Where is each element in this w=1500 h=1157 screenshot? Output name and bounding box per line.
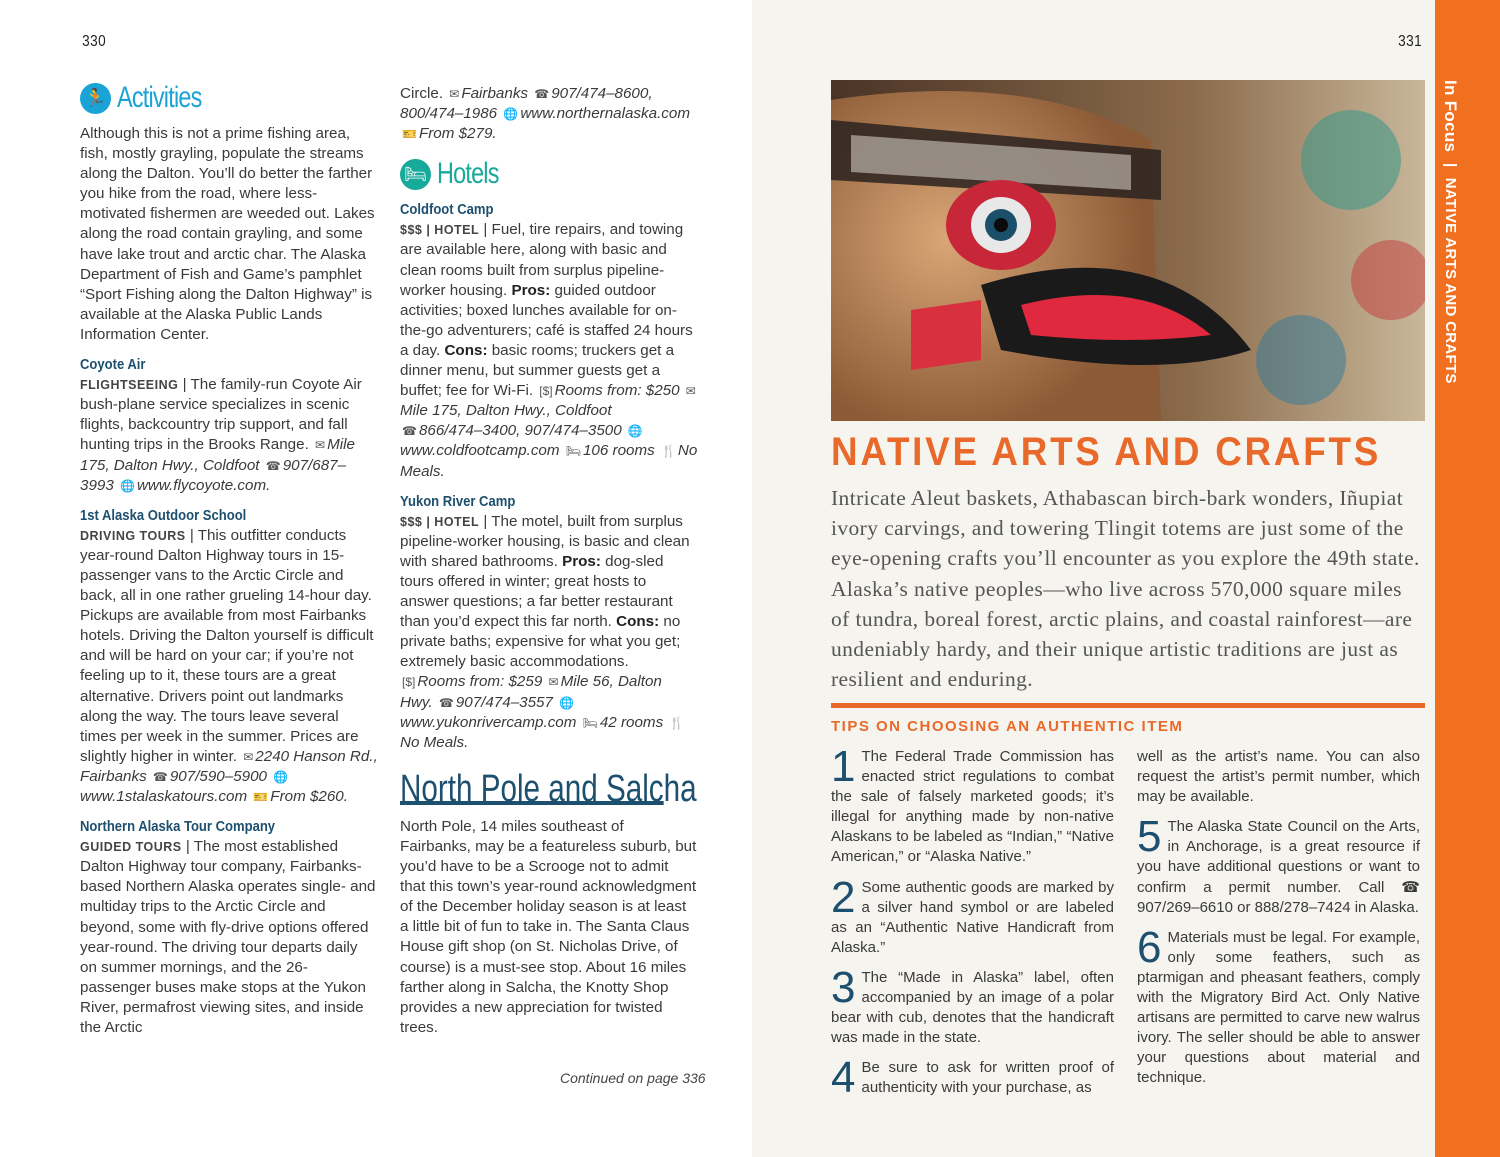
text-run: Cons:	[616, 613, 660, 631]
web-icon: 🌐	[627, 424, 643, 439]
text-run: basic rooms; truckers get a dinner menu, but summer guests get a buffet; fee for Wi-Fi.	[400, 341, 675, 400]
price-icon: [$]	[539, 384, 553, 399]
text-run: www.coldfootcamp.com	[400, 442, 564, 460]
text-run: guided outdoor activities; boxed lunches available for on-the-go adventurers; café is staffed 24 hours a day.	[400, 281, 693, 359]
activities-intro	[80, 124, 378, 345]
web-icon: 🌐	[273, 769, 289, 784]
text-run: $$$ | HOTEL	[400, 223, 480, 238]
tip-number: 2	[831, 872, 856, 922]
text-run: dog-sled tours offered in winter; great hosts to answer questions; a far better restaurant than you’d expect this far north.	[400, 552, 673, 631]
price-icon: [$]	[402, 675, 416, 690]
listing	[400, 492, 698, 753]
tip-text: Materials must be legal. For example, only some feathers, such as ptarmigan and pheasant feathers, comply with the Migratory Bird Act. Only Native artisans are permitted to carve new walrus ivory. The seller should be able to answer your questions about material and technique.	[1137, 928, 1420, 1087]
activities-title: Activities	[117, 80, 202, 114]
text-run: Mile 175, Dalton Hwy., Coldfoot	[80, 436, 355, 474]
mail-icon: ✉	[548, 675, 559, 690]
text-run: Fairbanks	[461, 85, 533, 102]
mail-icon: ✉	[449, 87, 460, 101]
totem-photo	[831, 80, 1425, 421]
text-run: Pros:	[562, 552, 601, 570]
tip	[831, 1053, 1114, 1103]
tip-continuation: well as the artist’s name. You can also request the artist’s permit number, which may be available.	[1137, 748, 1420, 806]
bed-icon: 🛏	[565, 444, 581, 459]
north-pole-body	[400, 817, 698, 1038]
listing-name: Yukon River Camp	[400, 493, 516, 510]
left-column	[80, 78, 378, 1048]
page-number: 330	[82, 33, 107, 50]
tip-text: The “Made in Alaska” label, often accompanied by an image of a polar bear with cub, denotes that the handicraft was made in the state.	[831, 968, 1114, 1047]
text-run: Rooms from: $250	[554, 382, 684, 400]
web-icon: 🌐	[120, 478, 135, 493]
text-run: Mile 175, Dalton Hwy., Coldfoot	[400, 402, 612, 420]
text-run: | The most established Dalton Highway tour company, Fairbanks-based Northern Alaska operates single- and multiday trips to the Arctic Circle and beyond, some with fly-drive options offered year-round. The driving tour departs daily on summer mornings, and the 26-passenger buses make stops at the Yukon River, permafrost viewing sites, and inside the Arctic	[80, 838, 376, 1037]
hotels-title: Hotels	[437, 157, 499, 191]
text-run: www.yukonrivercamp.com	[400, 713, 581, 731]
listing-name: Coldfoot Camp	[400, 202, 494, 219]
text-run: DRIVING TOURS	[80, 528, 186, 543]
web-icon: 🌐	[503, 107, 519, 122]
text-run: www.flycoyote.com.	[136, 476, 271, 494]
tip-number: 3	[831, 962, 856, 1012]
tip-number: 5	[1137, 812, 1162, 862]
text-run: 907/474–3557	[455, 693, 558, 711]
text-run: FLIGHTSEEING	[80, 378, 179, 393]
tab-separator: |	[1442, 162, 1459, 168]
divider-rule	[831, 703, 1425, 708]
text-run: 907/474–8600, 800/474–1986	[400, 85, 653, 123]
text-run: Mile 56, Dalton Hwy.	[400, 673, 662, 711]
text-run: 2240 Hanson Rd., Fairbanks	[80, 747, 378, 785]
meal-icon: 🍴	[669, 715, 685, 730]
article-title: NATIVE ARTS AND CRAFTS	[831, 430, 1382, 474]
text-run: From $279.	[418, 125, 497, 143]
page-number-right: 331	[1398, 33, 1423, 50]
phone-icon: ☎	[438, 695, 454, 710]
text-run: Pros:	[511, 281, 551, 299]
tip-number: 4	[831, 1053, 856, 1103]
text-run: No Meals.	[400, 733, 469, 751]
continued-listing	[400, 84, 698, 144]
listing	[80, 355, 378, 496]
tip-text: Be sure to ask for written proof of authenticity with your purchase, as	[861, 1059, 1114, 1097]
phone-icon: ☎	[534, 87, 550, 101]
text-run: Circle.	[400, 85, 448, 102]
phone-icon: ☎	[152, 769, 168, 784]
tip	[1137, 922, 1420, 1089]
text-run: | This outfitter conducts year-round Dalton Highway tours in 15-passenger vans to the Arctic Circle and back, all in one rather grueling 14-hour day. Pickups are available from most Fairbanks hotels. Driving the Dalton yourself is difficult and will be hard on your car; if you’re not feeling up to it, these tours are a great alternative. Drivers point out landmarks along the way. The tours leave several times per week in the summer. Prices are slightly higher in winter.	[80, 526, 374, 765]
mail-icon: ✉	[243, 749, 254, 764]
runner-icon: 🏃	[80, 83, 111, 114]
tips-heading: TIPS ON CHOOSING AN AUTHENTIC ITEM	[831, 718, 1184, 735]
tip-number: 1	[831, 742, 856, 791]
listing-name: Northern Alaska Tour Company	[80, 819, 276, 836]
listing	[80, 506, 378, 807]
mail-icon: ✉	[315, 438, 326, 453]
bed-icon: 🛏	[582, 715, 598, 730]
listing	[80, 817, 378, 1038]
tips-column-2	[1137, 747, 1420, 1099]
text-run: 106 rooms	[582, 442, 659, 460]
text-run: | Fuel, tire repairs, and towing are available here, along with basic and clean rooms built from surplus pipeline-worker housing.	[400, 221, 684, 299]
bed-icon: 🛏	[400, 159, 431, 190]
text-run: 907/590–5900	[169, 767, 272, 785]
ticket-icon: 🎫	[253, 790, 269, 804]
tip-number: 6	[1137, 922, 1162, 972]
phone-icon: ☎	[402, 424, 417, 439]
text-run: Cons:	[444, 341, 488, 359]
middle-column	[400, 84, 698, 1048]
text-run: www.1stalaskatours.com	[80, 788, 252, 805]
text-run: | The motel, built from surplus pipeline-worker housing, is basic and clean with shared bathrooms.	[400, 512, 690, 570]
text-run: no private baths; expensive for what you get; extremely basic accommodations.	[400, 613, 681, 671]
listing-name: Coyote Air	[80, 357, 146, 374]
web-icon: 🌐	[559, 695, 575, 710]
text-run: GUIDED TOURS	[80, 840, 182, 855]
text-run: North Pole, 14 miles southeast of Fairbanks, may be a featureless suburb, but you’d have to be a Scrooge not to admit that this town’s year-round acknowledgment of the December holiday season is at least a little bit of fun to take in. The Santa Claus House gift shop (on St. Nicholas Drive, of course) is a must-see stop. About 16 miles farther along in Salcha, the Knotty Shop provides a new appreciation for twisted trees.	[400, 817, 697, 1036]
mail-icon: ✉	[685, 384, 696, 399]
tips-column-1	[831, 742, 1114, 1109]
text-run: From $260.	[270, 788, 348, 805]
text-run: $$$ | HOTEL	[400, 514, 480, 529]
north-pole-heading: North Pole and Salcha	[400, 767, 697, 810]
tab-section: In Focus	[1441, 80, 1460, 153]
meal-icon: 🍴	[660, 444, 676, 459]
listing-name: 1st Alaska Outdoor School	[80, 507, 247, 524]
tip-text: The Federal Trade Commission has enacted strict regulations to combat the sale of falsely marketed goods; it’s illegal for anything made by non-native Alaskans to be labeled as “Indian,” “Native American,” or “Alaska Native.”	[831, 748, 1114, 866]
ticket-icon: 🎫	[402, 127, 417, 142]
tip-text: Some authentic goods are marked by a silver hand symbol or are labeled as an “Authentic Native Handicraft from Alaska.”	[831, 878, 1114, 956]
tip	[1137, 812, 1420, 917]
tab-topic: NATIVE ARTS AND CRAFTS	[1442, 177, 1459, 384]
text-run: 866/474–3400, 907/474–3500	[418, 422, 626, 440]
activities-heading	[80, 78, 378, 118]
hotels-heading	[400, 154, 698, 194]
article-intro: Intricate Aleut baskets, Athabascan birch-bark wonders, Iñupiat ivory carvings, and towering Tlingit totems are just some of the eye-opening crafts you’ll encounter as you explore the 49th state. Alaska’s native peoples—who live across 570,000 square miles of tundra, boreal forest, arctic plains, and coastal rainforest—are undeniably hardy, and their unique artistic traditions are just as resilient and enduring.	[831, 486, 1420, 692]
text-run: 907/687–3993	[80, 456, 347, 494]
text-run: Although this is not a prime fishing area, fish, mostly grayling, populate the streams along the Dalton. You’ll do better the farther you hike from the road, where less-motivated fishermen are weeded out. Lakes along the road contain grayling, and some have lake trout and arctic char. The Alaska Department of Fish and Game’s pamphlet “Sport Fishing along the Dalton Highway” is available at the Alaska Public Lands Information Center.	[80, 125, 375, 343]
listing	[400, 200, 698, 481]
tip	[831, 872, 1114, 958]
text-run: www.northernalaska.com	[520, 105, 690, 123]
text-run: Rooms from: $259	[417, 673, 547, 691]
text-run: | The family-run Coyote Air bush-plane service specializes in scenic flights, backcountry trip support, and fall hunting trips in the Brooks Range.	[80, 376, 362, 454]
tip-text: The Alaska State Council on the Arts, in Anchorage, is a great resource if you have additional questions or want to confirm a permit number. Call ☎ 907/269–6610 or 888/278–7424 in Alaska.	[1137, 818, 1420, 916]
tip	[831, 742, 1114, 868]
tip	[831, 962, 1114, 1048]
phone-icon: ☎	[265, 458, 281, 473]
text-run: 42 rooms	[599, 713, 668, 731]
section-tab-label	[1440, 80, 1460, 384]
continued-on: Continued on page 336	[560, 1070, 706, 1086]
text-run: No Meals.	[400, 442, 698, 480]
